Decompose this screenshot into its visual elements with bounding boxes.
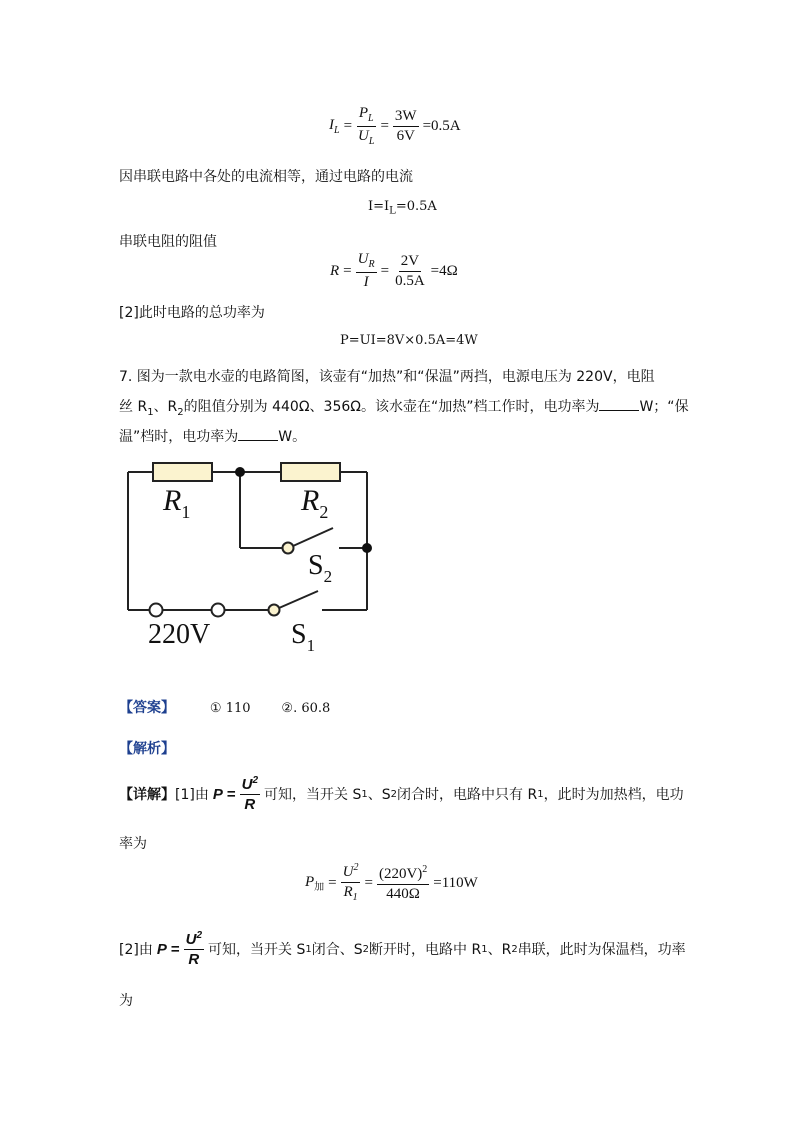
equation-heating-power: $P_加$ = $\frac{U^2}{R_1}$ = $\frac{(220V)^2}{440\Omega}$ =110W [305,862,478,903]
answer-1: ① 110 [209,701,251,716]
detail-line-2: 率为 [119,836,147,852]
terminal-right [212,604,225,617]
question-7-line-1: 7. 图为一款电水壶的电路简图，该壶有“加热”和“保温”两挡，电源电压为 220V，电阻 [119,369,655,385]
question-7-line-3: 温”档时，电功率为 W。 [119,429,307,445]
resistor-r1 [153,463,212,481]
label-s1: $S_1$ [291,619,316,655]
junction-node-top [235,467,245,477]
text-series-resistance: 串联电阻的阻值 [119,234,217,250]
resistor-r2 [281,463,340,481]
answer-row [119,697,330,717]
equation-total-power: P=UI=8V×0.5A=4W [340,333,478,348]
label-source-voltage: 220V [148,619,211,650]
junction-node-right [362,543,372,553]
terminal-left [150,604,163,617]
equation-current: $I=I_L=0.5A$ [368,199,437,217]
label-s2: $S_2$ [308,550,333,586]
detail-line-1: 【详解】 [1]由 P = $\frac{U^2}{R}$ 可知，当开关 S 1 、S 2 闭合时，电路中只有 R 1 ，此时为加热档，电功 [119,775,684,813]
equation-resistance: R = $\frac{U_R}{I}$ = $\frac{2V}{0.5A}$ =4Ω [330,251,458,290]
text-total-power: [2]此时电路的总功率为 [119,305,265,321]
text-series-current: 因串联电路中各处的电流相等，通过电路的电流 [119,169,413,185]
question-7-line-2: 丝 $R_1$、$R_2$的阻值分别为 440Ω、356Ω。该水壶在“加热”档工作时，电功率为 W；“保 [119,399,689,418]
circuit-diagram [115,455,395,655]
label-r2: $R_2$ [301,484,329,522]
equation-current-lamp: $I_L$ = $\frac{P_L}{U_L}$ = $\frac{3W}{6V}$ =0.5A [329,105,461,147]
answer-blank-2 [238,428,278,441]
switch-s1-pivot [269,605,280,616]
switch-s2-pivot [283,543,294,554]
analysis-tag: 【解析】 [119,741,175,757]
answer-2: ②. 60.8 [281,701,331,716]
answer-tag: 【答案】 [119,700,175,716]
detail-line-3: [2]由 P = $\frac{U^2}{R}$ 可知，当开关 S 1 闭合、S 2 断开时，电路中 R 1 、R 2 串联，此时为保温档，功率 [119,930,686,968]
answer-blank-1 [599,398,639,411]
detail-line-4: 为 [119,993,133,1009]
label-r1: $R_1$ [163,484,191,522]
